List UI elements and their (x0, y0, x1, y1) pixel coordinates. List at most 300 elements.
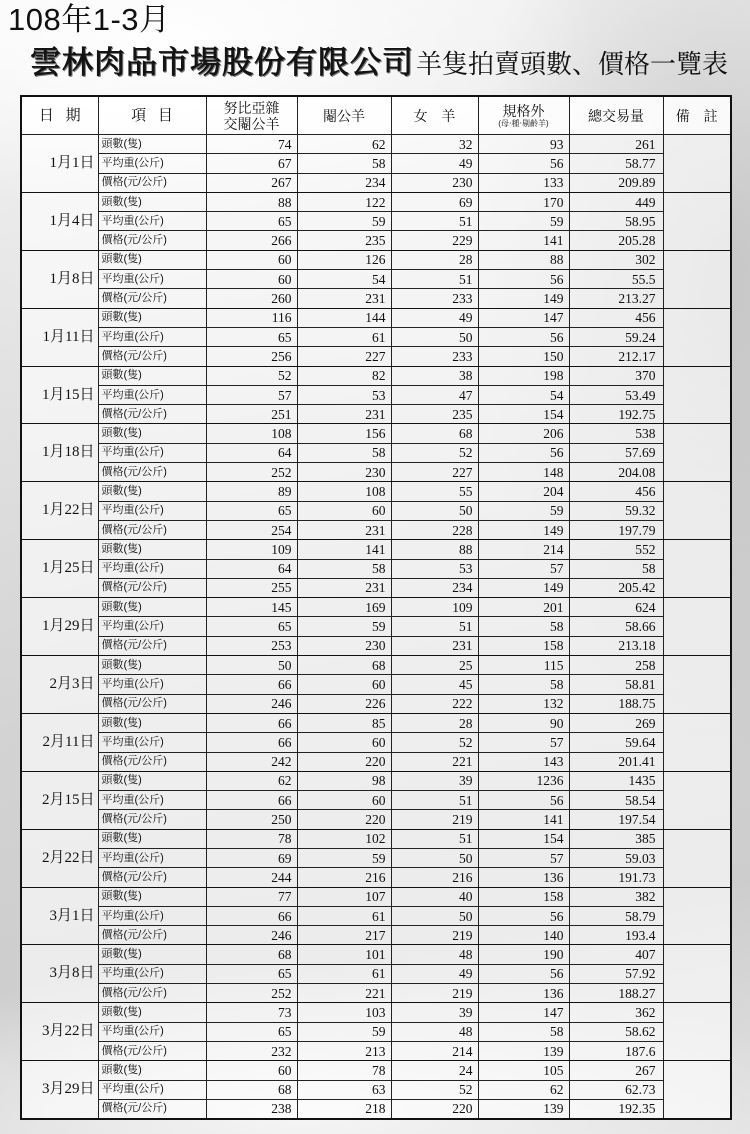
doe-value: 40 (391, 887, 478, 906)
table-row (21, 1022, 731, 1041)
nubian-wether-value: 66 (206, 713, 297, 732)
remarks-cell (663, 250, 731, 308)
goat-auction-table (20, 95, 732, 1120)
remarks-cell (663, 1061, 731, 1119)
table-row (21, 540, 731, 559)
item-label: 頭數(隻) (98, 540, 206, 559)
wether-value: 234 (297, 173, 391, 192)
wether-value: 60 (297, 733, 391, 752)
total-value: 205.42 (569, 578, 663, 597)
wether-value: 217 (297, 926, 391, 945)
report-title (30, 40, 728, 86)
nonstandard-value: 158 (478, 636, 569, 655)
nubian-wether-value: 251 (206, 405, 297, 424)
table-row (21, 1080, 731, 1099)
nonstandard-value: 56 (478, 327, 569, 346)
report-subject: 羊隻拍賣頭數、價格一覽表 (416, 50, 729, 79)
doe-value: 219 (391, 984, 478, 1003)
wether-value: 144 (297, 308, 391, 327)
table-row (21, 713, 731, 732)
table-row (21, 463, 731, 482)
remarks-cell (663, 598, 731, 656)
total-value: 370 (569, 366, 663, 385)
total-value: 456 (569, 482, 663, 501)
doe-value: 48 (391, 945, 478, 964)
nubian-wether-value: 66 (206, 675, 297, 694)
doe-value: 216 (391, 868, 478, 887)
nonstandard-value: 56 (478, 270, 569, 289)
table-row (21, 270, 731, 289)
date-cell: 1月1日 (21, 135, 98, 193)
wether-value: 231 (297, 520, 391, 539)
total-value: 191.73 (569, 868, 663, 887)
item-label: 價格(元/公斤) (98, 1099, 206, 1118)
wether-value: 213 (297, 1041, 391, 1060)
nonstandard-value: 56 (478, 791, 569, 810)
item-label: 平均重(公斤) (98, 327, 206, 346)
doe-value: 231 (391, 636, 478, 655)
item-label: 平均重(公斤) (98, 906, 206, 925)
total-value: 449 (569, 192, 663, 211)
wether-value: 63 (297, 1080, 391, 1099)
wether-value: 59 (297, 617, 391, 636)
nonstandard-value: 143 (478, 752, 569, 771)
table-row (21, 405, 731, 424)
nubian-wether-value: 260 (206, 289, 297, 308)
wether-value: 156 (297, 424, 391, 443)
remarks-cell (663, 945, 731, 1003)
item-label: 頭數(隻) (98, 308, 206, 327)
total-value: 382 (569, 887, 663, 906)
table-row (21, 385, 731, 404)
column-header-nubian-wether-line1: 努比亞雜 (223, 99, 280, 116)
item-label: 頭數(隻) (98, 887, 206, 906)
nonstandard-value: 57 (478, 733, 569, 752)
nubian-wether-value: 267 (206, 173, 297, 192)
item-label: 平均重(公斤) (98, 617, 206, 636)
remarks-cell (663, 308, 731, 366)
nubian-wether-value: 64 (206, 443, 297, 462)
nubian-wether-value: 62 (206, 771, 297, 790)
total-value: 58 (569, 559, 663, 578)
item-label: 頭數(隻) (98, 366, 206, 385)
date-cell: 1月4日 (21, 192, 98, 250)
nubian-wether-value: 254 (206, 520, 297, 539)
item-label: 頭數(隻) (98, 250, 206, 269)
column-header-nonstandard (478, 96, 569, 135)
item-label: 平均重(公斤) (98, 1022, 206, 1041)
doe-value: 50 (391, 848, 478, 867)
total-value: 261 (569, 135, 663, 154)
item-label: 價格(元/公斤) (98, 520, 206, 539)
table-row (21, 906, 731, 925)
table-row (21, 771, 731, 790)
remarks-cell (663, 713, 731, 771)
nonstandard-value: 141 (478, 810, 569, 829)
wether-value: 231 (297, 578, 391, 597)
nonstandard-value: 136 (478, 868, 569, 887)
nonstandard-value: 105 (478, 1061, 569, 1080)
total-value: 62.73 (569, 1080, 663, 1099)
item-label: 平均重(公斤) (98, 443, 206, 462)
item-label: 頭數(隻) (98, 829, 206, 848)
nonstandard-value: 88 (478, 250, 569, 269)
column-header-item: 項 目 (98, 96, 206, 135)
total-value: 197.79 (569, 520, 663, 539)
nonstandard-value: 62 (478, 1080, 569, 1099)
table-row (21, 212, 731, 231)
table-row (21, 791, 731, 810)
wether-value: 68 (297, 656, 391, 675)
doe-value: 51 (391, 829, 478, 848)
nubian-wether-value: 88 (206, 192, 297, 211)
company-name: 雲林肉品市場股份有限公司 (30, 45, 414, 80)
wether-value: 231 (297, 289, 391, 308)
table-row (21, 887, 731, 906)
nubian-wether-value: 66 (206, 906, 297, 925)
table-row (21, 1003, 731, 1022)
total-value: 58.54 (569, 791, 663, 810)
total-value: 192.75 (569, 405, 663, 424)
nubian-wether-value: 74 (206, 135, 297, 154)
nonstandard-value: 154 (478, 405, 569, 424)
wether-value: 231 (297, 405, 391, 424)
total-value: 57.69 (569, 443, 663, 462)
table-row (21, 192, 731, 211)
nubian-wether-value: 256 (206, 347, 297, 366)
total-value: 58.79 (569, 906, 663, 925)
doe-value: 52 (391, 733, 478, 752)
date-cell: 1月18日 (21, 424, 98, 482)
report-period: 108年1-3月 (8, 2, 171, 37)
nubian-wether-value: 68 (206, 1080, 297, 1099)
nubian-wether-value: 109 (206, 540, 297, 559)
nonstandard-value: 201 (478, 598, 569, 617)
table-row (21, 482, 731, 501)
table-row (21, 926, 731, 945)
nonstandard-value: 140 (478, 926, 569, 945)
wether-value: 58 (297, 154, 391, 173)
item-label: 平均重(公斤) (98, 1080, 206, 1099)
table-row (21, 559, 731, 578)
date-cell: 3月29日 (21, 1061, 98, 1119)
nubian-wether-value: 89 (206, 482, 297, 501)
doe-value: 47 (391, 385, 478, 404)
nonstandard-value: 54 (478, 385, 569, 404)
column-header-nubian-wether (206, 96, 297, 135)
nonstandard-value: 56 (478, 443, 569, 462)
table-row (21, 636, 731, 655)
nonstandard-value: 158 (478, 887, 569, 906)
doe-value: 52 (391, 443, 478, 462)
item-label: 頭數(隻) (98, 1003, 206, 1022)
doe-value: 28 (391, 713, 478, 732)
doe-value: 219 (391, 926, 478, 945)
doe-value: 51 (391, 212, 478, 231)
item-label: 價格(元/公斤) (98, 578, 206, 597)
total-value: 58.81 (569, 675, 663, 694)
column-header-wether: 閹公羊 (297, 96, 391, 135)
table-row (21, 308, 731, 327)
total-value: 385 (569, 829, 663, 848)
item-label: 價格(元/公斤) (98, 694, 206, 713)
nonstandard-value: 149 (478, 578, 569, 597)
table-row (21, 810, 731, 829)
item-label: 價格(元/公斤) (98, 289, 206, 308)
total-value: 624 (569, 598, 663, 617)
nubian-wether-value: 232 (206, 1041, 297, 1060)
doe-value: 39 (391, 1003, 478, 1022)
wether-value: 107 (297, 887, 391, 906)
total-value: 204.08 (569, 463, 663, 482)
item-label: 價格(元/公斤) (98, 984, 206, 1003)
item-label: 頭數(隻) (98, 656, 206, 675)
wether-value: 61 (297, 964, 391, 983)
nonstandard-value: 170 (478, 192, 569, 211)
nubian-wether-value: 255 (206, 578, 297, 597)
doe-value: 233 (391, 289, 478, 308)
doe-value: 50 (391, 501, 478, 520)
remarks-cell (663, 829, 731, 887)
wether-value: 54 (297, 270, 391, 289)
doe-value: 50 (391, 327, 478, 346)
remarks-cell (663, 424, 731, 482)
wether-value: 221 (297, 984, 391, 1003)
item-label: 價格(元/公斤) (98, 347, 206, 366)
nonstandard-value: 59 (478, 212, 569, 231)
table-row (21, 173, 731, 192)
header-row (21, 96, 731, 135)
item-label: 平均重(公斤) (98, 733, 206, 752)
table-row (21, 694, 731, 713)
wether-value: 126 (297, 250, 391, 269)
doe-value: 49 (391, 964, 478, 983)
doe-value: 28 (391, 250, 478, 269)
nubian-wether-value: 252 (206, 984, 297, 1003)
total-value: 193.4 (569, 926, 663, 945)
nubian-wether-value: 266 (206, 231, 297, 250)
item-label: 頭數(隻) (98, 135, 206, 154)
total-value: 209.89 (569, 173, 663, 192)
wether-value: 218 (297, 1099, 391, 1118)
item-label: 價格(元/公斤) (98, 810, 206, 829)
date-cell: 2月3日 (21, 656, 98, 714)
nonstandard-value: 57 (478, 848, 569, 867)
total-value: 58.66 (569, 617, 663, 636)
wether-value: 103 (297, 1003, 391, 1022)
wether-value: 82 (297, 366, 391, 385)
nonstandard-value: 57 (478, 559, 569, 578)
doe-value: 222 (391, 694, 478, 713)
doe-value: 109 (391, 598, 478, 617)
table-row (21, 656, 731, 675)
nubian-wether-value: 66 (206, 733, 297, 752)
table-row (21, 848, 731, 867)
doe-value: 88 (391, 540, 478, 559)
nubian-wether-value: 145 (206, 598, 297, 617)
date-cell: 1月8日 (21, 250, 98, 308)
column-header-date: 日 期 (21, 96, 98, 135)
table-row (21, 829, 731, 848)
total-value: 188.27 (569, 984, 663, 1003)
nonstandard-value: 136 (478, 984, 569, 1003)
nubian-wether-value: 242 (206, 752, 297, 771)
wether-value: 227 (297, 347, 391, 366)
item-label: 價格(元/公斤) (98, 405, 206, 424)
column-header-remarks: 備 註 (663, 96, 731, 135)
total-value: 267 (569, 1061, 663, 1080)
nubian-wether-value: 57 (206, 385, 297, 404)
nubian-wether-value: 69 (206, 848, 297, 867)
table-row (21, 733, 731, 752)
total-value: 213.18 (569, 636, 663, 655)
table-row (21, 424, 731, 443)
total-value: 302 (569, 250, 663, 269)
wether-value: 59 (297, 212, 391, 231)
item-label: 頭數(隻) (98, 771, 206, 790)
item-label: 平均重(公斤) (98, 791, 206, 810)
wether-value: 62 (297, 135, 391, 154)
nubian-wether-value: 250 (206, 810, 297, 829)
doe-value: 230 (391, 173, 478, 192)
wether-value: 102 (297, 829, 391, 848)
nonstandard-value: 1236 (478, 771, 569, 790)
nonstandard-value: 190 (478, 945, 569, 964)
wether-value: 58 (297, 443, 391, 462)
item-label: 價格(元/公斤) (98, 868, 206, 887)
doe-value: 220 (391, 1099, 478, 1118)
wether-value: 226 (297, 694, 391, 713)
total-value: 58.77 (569, 154, 663, 173)
nubian-wether-value: 78 (206, 829, 297, 848)
total-value: 53.49 (569, 385, 663, 404)
nubian-wether-value: 252 (206, 463, 297, 482)
doe-value: 24 (391, 1061, 478, 1080)
date-cell: 1月25日 (21, 540, 98, 598)
doe-value: 51 (391, 617, 478, 636)
table-row (21, 347, 731, 366)
remarks-cell (663, 482, 731, 540)
item-label: 頭數(隻) (98, 424, 206, 443)
column-header-total: 總交易量 (569, 96, 663, 135)
column-header-nonstandard-label: 規格外 (502, 102, 545, 119)
nonstandard-value: 214 (478, 540, 569, 559)
doe-value: 229 (391, 231, 478, 250)
wether-value: 220 (297, 752, 391, 771)
total-value: 58.95 (569, 212, 663, 231)
table-row (21, 868, 731, 887)
total-value: 362 (569, 1003, 663, 1022)
nonstandard-value: 59 (478, 501, 569, 520)
date-cell: 1月15日 (21, 366, 98, 424)
date-cell: 1月11日 (21, 308, 98, 366)
total-value: 57.92 (569, 964, 663, 983)
nubian-wether-value: 65 (206, 501, 297, 520)
nonstandard-value: 204 (478, 482, 569, 501)
nonstandard-value: 198 (478, 366, 569, 385)
nubian-wether-value: 116 (206, 308, 297, 327)
nubian-wether-value: 68 (206, 945, 297, 964)
remarks-cell (663, 366, 731, 424)
table-row (21, 1041, 731, 1060)
nubian-wether-value: 52 (206, 366, 297, 385)
nubian-wether-value: 65 (206, 964, 297, 983)
nubian-wether-value: 246 (206, 926, 297, 945)
wether-value: 220 (297, 810, 391, 829)
remarks-cell (663, 656, 731, 714)
nonstandard-value: 139 (478, 1099, 569, 1118)
nubian-wether-value: 50 (206, 656, 297, 675)
item-label: 平均重(公斤) (98, 154, 206, 173)
doe-value: 219 (391, 810, 478, 829)
nonstandard-value: 56 (478, 906, 569, 925)
remarks-cell (663, 771, 731, 829)
total-value: 188.75 (569, 694, 663, 713)
table-row (21, 520, 731, 539)
doe-value: 32 (391, 135, 478, 154)
remarks-cell (663, 135, 731, 193)
remarks-cell (663, 540, 731, 598)
nonstandard-value: 150 (478, 347, 569, 366)
total-value: 269 (569, 713, 663, 732)
item-label: 平均重(公斤) (98, 212, 206, 231)
wether-value: 230 (297, 463, 391, 482)
item-label: 頭數(隻) (98, 1061, 206, 1080)
wether-value: 141 (297, 540, 391, 559)
table-row (21, 1061, 731, 1080)
wether-value: 59 (297, 848, 391, 867)
total-value: 1435 (569, 771, 663, 790)
doe-value: 69 (391, 192, 478, 211)
total-value: 456 (569, 308, 663, 327)
doe-value: 49 (391, 154, 478, 173)
wether-value: 53 (297, 385, 391, 404)
total-value: 58.62 (569, 1022, 663, 1041)
table-row (21, 231, 731, 250)
doe-value: 214 (391, 1041, 478, 1060)
nubian-wether-value: 65 (206, 327, 297, 346)
table-row (21, 964, 731, 983)
total-value: 187.6 (569, 1041, 663, 1060)
nubian-wether-value: 60 (206, 270, 297, 289)
nubian-wether-value: 244 (206, 868, 297, 887)
nubian-wether-value: 246 (206, 694, 297, 713)
item-label: 平均重(公斤) (98, 385, 206, 404)
nubian-wether-value: 77 (206, 887, 297, 906)
total-value: 192.35 (569, 1099, 663, 1118)
table-row (21, 250, 731, 269)
wether-value: 230 (297, 636, 391, 655)
wether-value: 122 (297, 192, 391, 211)
doe-value: 25 (391, 656, 478, 675)
total-value: 212.17 (569, 347, 663, 366)
wether-value: 59 (297, 1022, 391, 1041)
wether-value: 235 (297, 231, 391, 250)
doe-value: 45 (391, 675, 478, 694)
total-value: 59.32 (569, 501, 663, 520)
table-row (21, 617, 731, 636)
total-value: 213.27 (569, 289, 663, 308)
nonstandard-value: 132 (478, 694, 569, 713)
table-row (21, 135, 731, 154)
doe-value: 55 (391, 482, 478, 501)
nonstandard-value: 90 (478, 713, 569, 732)
doe-value: 221 (391, 752, 478, 771)
nubian-wether-value: 65 (206, 617, 297, 636)
table-row (21, 443, 731, 462)
doe-value: 228 (391, 520, 478, 539)
nonstandard-value: 58 (478, 617, 569, 636)
